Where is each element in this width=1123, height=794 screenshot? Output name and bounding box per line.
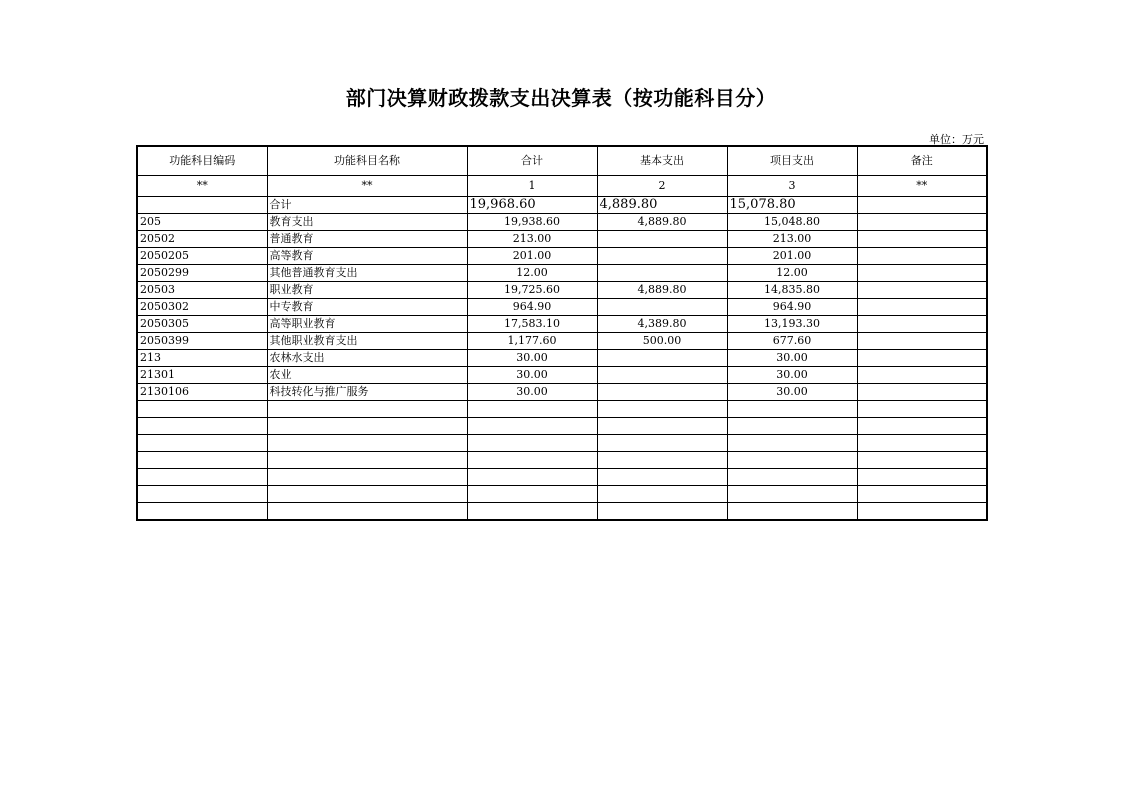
row-total: 19,938.60 xyxy=(467,214,597,231)
empty-cell xyxy=(467,401,597,418)
row-code: 20502 xyxy=(137,231,267,248)
row-note xyxy=(857,248,987,265)
row-name: 职业教育 xyxy=(267,282,467,299)
row-project: 14,835.80 xyxy=(727,282,857,299)
empty-cell xyxy=(267,418,467,435)
empty-cell xyxy=(467,435,597,452)
row-code: 2050302 xyxy=(137,299,267,316)
header-name: 功能科目名称 xyxy=(267,146,467,176)
row-total: 30.00 xyxy=(467,350,597,367)
header-total: 合计 xyxy=(467,146,597,176)
empty-row xyxy=(137,469,987,486)
total-row xyxy=(137,197,987,214)
row-note xyxy=(857,367,987,384)
row-basic xyxy=(597,248,727,265)
row-code: 2050399 xyxy=(137,333,267,350)
row-code: 21301 xyxy=(137,367,267,384)
row-name: 中专教育 xyxy=(267,299,467,316)
row-basic xyxy=(597,299,727,316)
empty-cell xyxy=(137,503,267,521)
row-total: 1,177.60 xyxy=(467,333,597,350)
empty-cell xyxy=(597,469,727,486)
row-name: 教育支出 xyxy=(267,214,467,231)
row-name: 普通教育 xyxy=(267,231,467,248)
empty-row xyxy=(137,435,987,452)
row-basic xyxy=(597,367,727,384)
table-row xyxy=(137,384,987,401)
row-total: 12.00 xyxy=(467,265,597,282)
row-note xyxy=(857,384,987,401)
expenditure-table xyxy=(136,145,988,521)
row-total: 17,583.10 xyxy=(467,316,597,333)
row-note xyxy=(857,316,987,333)
row-name: 其他职业教育支出 xyxy=(267,333,467,350)
row-basic xyxy=(597,265,727,282)
empty-cell xyxy=(727,452,857,469)
row-code: 2050305 xyxy=(137,316,267,333)
row-project: 677.60 xyxy=(727,333,857,350)
empty-cell xyxy=(727,503,857,521)
row-name: 其他普通教育支出 xyxy=(267,265,467,282)
row-total: 201.00 xyxy=(467,248,597,265)
empty-cell xyxy=(467,418,597,435)
row-basic: 500.00 xyxy=(597,333,727,350)
empty-cell xyxy=(857,401,987,418)
empty-cell xyxy=(137,435,267,452)
header-basic: 基本支出 xyxy=(597,146,727,176)
row-basic: 4,389.80 xyxy=(597,316,727,333)
empty-cell xyxy=(597,486,727,503)
empty-cell xyxy=(137,469,267,486)
empty-cell xyxy=(597,435,727,452)
index-basic: 2 xyxy=(597,176,727,197)
row-note xyxy=(857,282,987,299)
empty-cell xyxy=(727,469,857,486)
row-basic xyxy=(597,231,727,248)
index-code: ** xyxy=(137,176,267,197)
row-project: 30.00 xyxy=(727,367,857,384)
empty-cell xyxy=(267,503,467,521)
row-project: 964.90 xyxy=(727,299,857,316)
empty-cell xyxy=(597,503,727,521)
row-name: 高等职业教育 xyxy=(267,316,467,333)
total-project: 15,078.80 xyxy=(727,197,857,214)
unit-label: 单位：万元 xyxy=(929,133,984,146)
empty-cell xyxy=(857,486,987,503)
table-row xyxy=(137,282,987,299)
table-row xyxy=(137,265,987,282)
row-code: 2050299 xyxy=(137,265,267,282)
row-project: 15,048.80 xyxy=(727,214,857,231)
row-basic: 4,889.80 xyxy=(597,214,727,231)
table-row xyxy=(137,350,987,367)
total-basic: 4,889.80 xyxy=(597,197,727,214)
index-project: 3 xyxy=(727,176,857,197)
row-name: 科技转化与推广服务 xyxy=(267,384,467,401)
empty-cell xyxy=(857,469,987,486)
row-project: 213.00 xyxy=(727,231,857,248)
header-row xyxy=(137,146,987,176)
total-name: 合计 xyxy=(267,197,467,214)
row-note xyxy=(857,299,987,316)
table-row xyxy=(137,299,987,316)
index-note: ** xyxy=(857,176,987,197)
row-project: 30.00 xyxy=(727,384,857,401)
row-note xyxy=(857,231,987,248)
row-note xyxy=(857,265,987,282)
empty-cell xyxy=(727,418,857,435)
header-project: 项目支出 xyxy=(727,146,857,176)
table-row xyxy=(137,214,987,231)
row-name: 农林水支出 xyxy=(267,350,467,367)
empty-cell xyxy=(137,418,267,435)
row-name: 高等教育 xyxy=(267,248,467,265)
table-row xyxy=(137,367,987,384)
empty-cell xyxy=(467,503,597,521)
empty-cell xyxy=(267,486,467,503)
row-code: 2130106 xyxy=(137,384,267,401)
empty-row xyxy=(137,418,987,435)
empty-cell xyxy=(597,401,727,418)
empty-cell xyxy=(597,418,727,435)
row-total: 964.90 xyxy=(467,299,597,316)
row-total: 213.00 xyxy=(467,231,597,248)
empty-row xyxy=(137,503,987,521)
row-basic: 4,889.80 xyxy=(597,282,727,299)
total-code xyxy=(137,197,267,214)
row-code: 213 xyxy=(137,350,267,367)
row-note xyxy=(857,350,987,367)
header-code: 功能科目编码 xyxy=(137,146,267,176)
table-row xyxy=(137,333,987,350)
index-row xyxy=(137,176,987,197)
empty-cell xyxy=(467,469,597,486)
row-total: 30.00 xyxy=(467,367,597,384)
table-row xyxy=(137,248,987,265)
row-project: 12.00 xyxy=(727,265,857,282)
empty-cell xyxy=(857,503,987,521)
row-basic xyxy=(597,384,727,401)
empty-cell xyxy=(137,452,267,469)
row-name: 农业 xyxy=(267,367,467,384)
empty-cell xyxy=(267,469,467,486)
empty-cell xyxy=(857,418,987,435)
row-code: 20503 xyxy=(137,282,267,299)
row-basic xyxy=(597,350,727,367)
empty-row xyxy=(137,486,987,503)
empty-cell xyxy=(467,452,597,469)
row-project: 30.00 xyxy=(727,350,857,367)
empty-cell xyxy=(267,435,467,452)
row-total: 19,725.60 xyxy=(467,282,597,299)
empty-cell xyxy=(597,452,727,469)
table-row xyxy=(137,316,987,333)
table-row xyxy=(137,231,987,248)
empty-cell xyxy=(857,452,987,469)
empty-cell xyxy=(137,401,267,418)
index-total: 1 xyxy=(467,176,597,197)
empty-cell xyxy=(137,486,267,503)
empty-row xyxy=(137,401,987,418)
empty-cell xyxy=(727,435,857,452)
empty-row xyxy=(137,452,987,469)
total-total: 19,968.60 xyxy=(467,197,597,214)
row-note xyxy=(857,214,987,231)
page-title: 部门决算财政拨款支出决算表（按功能科目分） xyxy=(345,86,777,110)
row-note xyxy=(857,333,987,350)
row-code: 205 xyxy=(137,214,267,231)
empty-cell xyxy=(727,486,857,503)
empty-cell xyxy=(467,486,597,503)
empty-cell xyxy=(727,401,857,418)
header-note: 备注 xyxy=(857,146,987,176)
total-note xyxy=(857,197,987,214)
empty-cell xyxy=(267,401,467,418)
row-project: 201.00 xyxy=(727,248,857,265)
row-total: 30.00 xyxy=(467,384,597,401)
empty-cell xyxy=(857,435,987,452)
index-name: ** xyxy=(267,176,467,197)
row-project: 13,193.30 xyxy=(727,316,857,333)
row-code: 2050205 xyxy=(137,248,267,265)
empty-cell xyxy=(267,452,467,469)
